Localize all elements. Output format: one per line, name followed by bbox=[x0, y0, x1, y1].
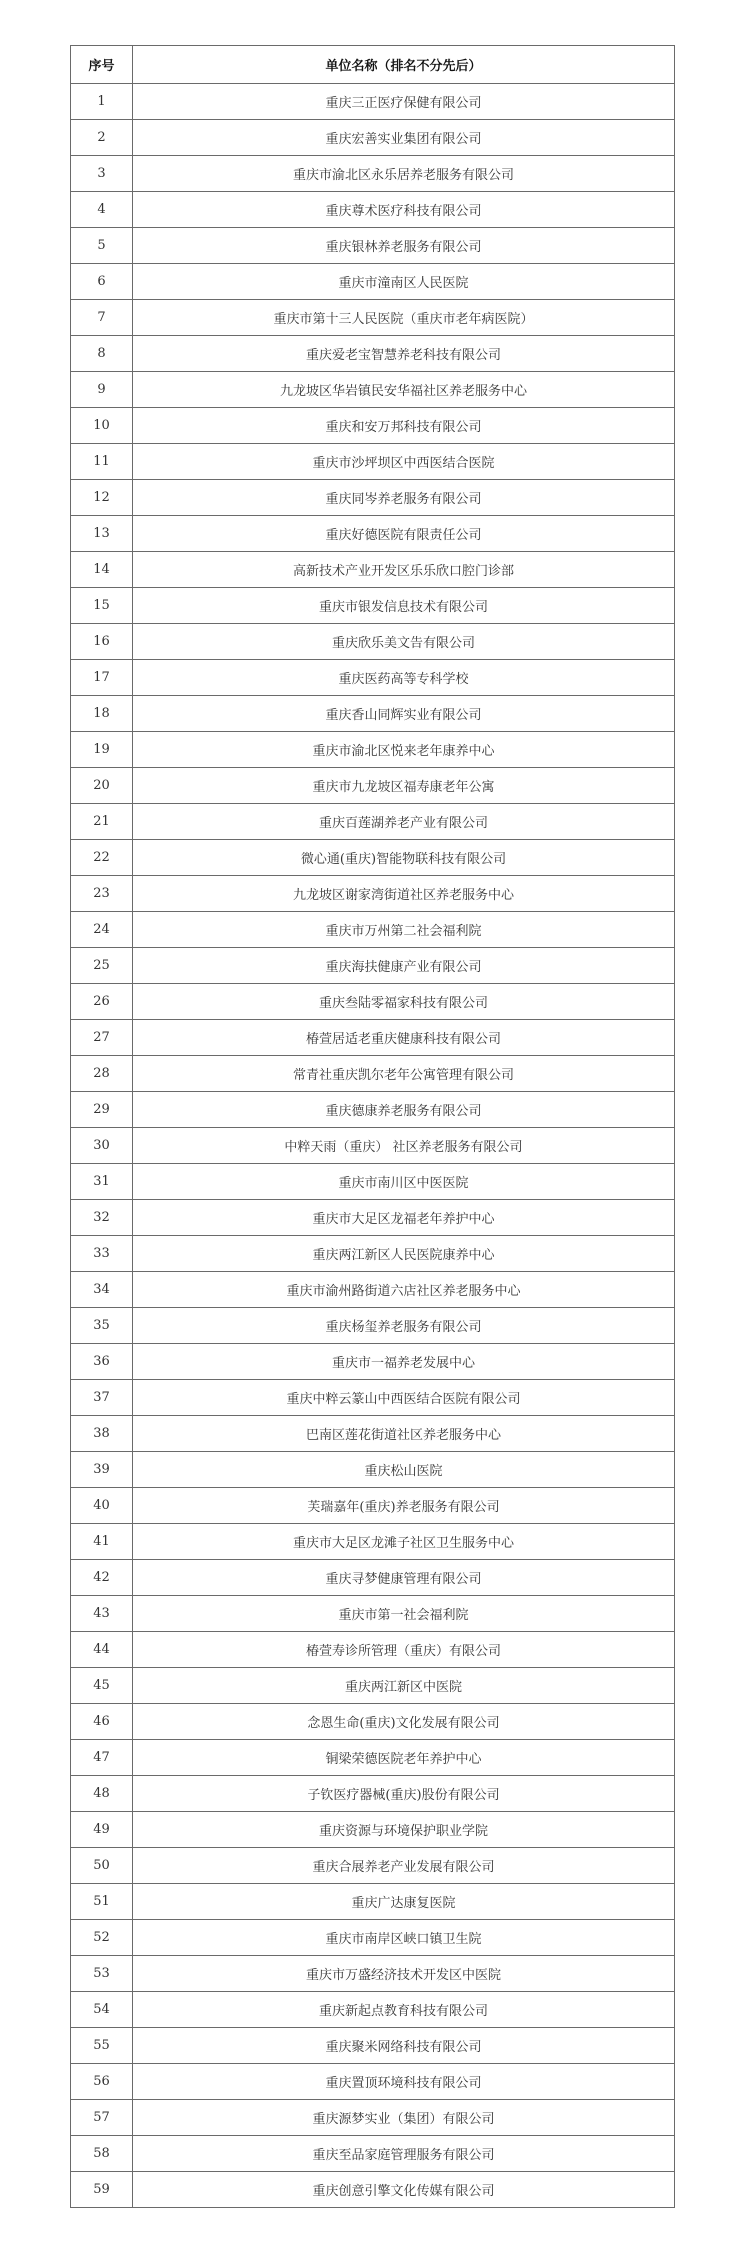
row-unit-name: 椿萱居适老重庆健康科技有限公司 bbox=[133, 1020, 675, 1056]
table-row bbox=[71, 696, 675, 732]
row-index: 52 bbox=[71, 1920, 133, 1956]
row-unit-name: 重庆新起点教育科技有限公司 bbox=[133, 1992, 675, 2028]
row-index: 37 bbox=[71, 1380, 133, 1416]
table-row bbox=[71, 2028, 675, 2064]
row-unit-name: 重庆创意引擎文化传媒有限公司 bbox=[133, 2172, 675, 2208]
row-index: 2 bbox=[71, 120, 133, 156]
row-index: 26 bbox=[71, 984, 133, 1020]
table-header bbox=[71, 46, 675, 84]
table-row bbox=[71, 480, 675, 516]
row-unit-name: 常青社重庆凯尔老年公寓管理有限公司 bbox=[133, 1056, 675, 1092]
table-row bbox=[71, 876, 675, 912]
row-index: 4 bbox=[71, 192, 133, 228]
table-row bbox=[71, 1200, 675, 1236]
row-index: 15 bbox=[71, 588, 133, 624]
table-row bbox=[71, 84, 675, 120]
header-row bbox=[71, 46, 675, 84]
row-unit-name: 重庆德康养老服务有限公司 bbox=[133, 1092, 675, 1128]
row-unit-name: 重庆广达康复医院 bbox=[133, 1884, 675, 1920]
row-index: 16 bbox=[71, 624, 133, 660]
row-unit-name: 巴南区莲花街道社区养老服务中心 bbox=[133, 1416, 675, 1452]
row-index: 45 bbox=[71, 1668, 133, 1704]
row-index: 40 bbox=[71, 1488, 133, 1524]
row-index: 17 bbox=[71, 660, 133, 696]
row-unit-name: 重庆和安万邦科技有限公司 bbox=[133, 408, 675, 444]
row-index: 59 bbox=[71, 2172, 133, 2208]
row-index: 54 bbox=[71, 1992, 133, 2028]
row-index: 53 bbox=[71, 1956, 133, 1992]
row-unit-name: 重庆银林养老服务有限公司 bbox=[133, 228, 675, 264]
row-index: 34 bbox=[71, 1272, 133, 1308]
row-unit-name: 铜梁荣德医院老年养护中心 bbox=[133, 1740, 675, 1776]
row-unit-name: 重庆置顶环境科技有限公司 bbox=[133, 2064, 675, 2100]
table-row bbox=[71, 768, 675, 804]
table-row bbox=[71, 624, 675, 660]
row-index: 41 bbox=[71, 1524, 133, 1560]
table-row bbox=[71, 2064, 675, 2100]
row-index: 19 bbox=[71, 732, 133, 768]
row-index: 3 bbox=[71, 156, 133, 192]
table-row bbox=[71, 408, 675, 444]
row-unit-name: 椿萱寿诊所管理（重庆）有限公司 bbox=[133, 1632, 675, 1668]
row-unit-name: 重庆合展养老产业发展有限公司 bbox=[133, 1848, 675, 1884]
row-unit-name: 重庆宏善实业集团有限公司 bbox=[133, 120, 675, 156]
table-row bbox=[71, 552, 675, 588]
table-row bbox=[71, 660, 675, 696]
row-index: 31 bbox=[71, 1164, 133, 1200]
table-row bbox=[71, 300, 675, 336]
row-unit-name: 重庆同岑养老服务有限公司 bbox=[133, 480, 675, 516]
row-index: 35 bbox=[71, 1308, 133, 1344]
row-index: 50 bbox=[71, 1848, 133, 1884]
row-unit-name: 重庆聚米网络科技有限公司 bbox=[133, 2028, 675, 2064]
table-row bbox=[71, 804, 675, 840]
row-unit-name: 重庆市万州第二社会福利院 bbox=[133, 912, 675, 948]
table-row bbox=[71, 516, 675, 552]
table-row bbox=[71, 1848, 675, 1884]
table-row bbox=[71, 2136, 675, 2172]
row-unit-name: 九龙坡区谢家湾街道社区养老服务中心 bbox=[133, 876, 675, 912]
row-index: 33 bbox=[71, 1236, 133, 1272]
row-index: 58 bbox=[71, 2136, 133, 2172]
row-index: 7 bbox=[71, 300, 133, 336]
row-index: 23 bbox=[71, 876, 133, 912]
table-row bbox=[71, 1236, 675, 1272]
row-unit-name: 重庆爱老宝智慧养老科技有限公司 bbox=[133, 336, 675, 372]
row-unit-name: 重庆市渝州路街道六店社区养老服务中心 bbox=[133, 1272, 675, 1308]
table-row bbox=[71, 2100, 675, 2136]
header-unit-name: 单位名称（排名不分先后） bbox=[133, 46, 675, 84]
row-unit-name: 重庆医药高等专科学校 bbox=[133, 660, 675, 696]
row-unit-name: 重庆叁陆零福家科技有限公司 bbox=[133, 984, 675, 1020]
row-unit-name: 重庆海扶健康产业有限公司 bbox=[133, 948, 675, 984]
row-unit-name: 重庆香山同辉实业有限公司 bbox=[133, 696, 675, 732]
table-row bbox=[71, 1632, 675, 1668]
table-row bbox=[71, 1956, 675, 1992]
row-unit-name: 重庆松山医院 bbox=[133, 1452, 675, 1488]
table-row bbox=[71, 444, 675, 480]
table-row bbox=[71, 1092, 675, 1128]
table-row bbox=[71, 912, 675, 948]
row-index: 27 bbox=[71, 1020, 133, 1056]
row-unit-name: 子钦医疗器械(重庆)股份有限公司 bbox=[133, 1776, 675, 1812]
row-unit-name: 念恩生命(重庆)文化发展有限公司 bbox=[133, 1704, 675, 1740]
row-index: 48 bbox=[71, 1776, 133, 1812]
row-unit-name: 重庆市万盛经济技术开发区中医院 bbox=[133, 1956, 675, 1992]
table-row bbox=[71, 948, 675, 984]
table-row bbox=[71, 588, 675, 624]
row-unit-name: 重庆中粹云篆山中西医结合医院有限公司 bbox=[133, 1380, 675, 1416]
row-index: 14 bbox=[71, 552, 133, 588]
table-row bbox=[71, 1776, 675, 1812]
row-unit-name: 重庆市大足区龙滩子社区卫生服务中心 bbox=[133, 1524, 675, 1560]
table-row bbox=[71, 120, 675, 156]
row-unit-name: 重庆市第一社会福利院 bbox=[133, 1596, 675, 1632]
row-index: 13 bbox=[71, 516, 133, 552]
units-table bbox=[70, 45, 675, 2208]
table-row bbox=[71, 1308, 675, 1344]
row-index: 51 bbox=[71, 1884, 133, 1920]
row-index: 32 bbox=[71, 1200, 133, 1236]
row-unit-name: 重庆杨玺养老服务有限公司 bbox=[133, 1308, 675, 1344]
row-unit-name: 重庆百莲湖养老产业有限公司 bbox=[133, 804, 675, 840]
row-unit-name: 重庆市潼南区人民医院 bbox=[133, 264, 675, 300]
table-row bbox=[71, 1812, 675, 1848]
row-index: 36 bbox=[71, 1344, 133, 1380]
row-unit-name: 高新技术产业开发区乐乐欣口腔门诊部 bbox=[133, 552, 675, 588]
row-unit-name: 重庆市沙坪坝区中西医结合医院 bbox=[133, 444, 675, 480]
row-index: 21 bbox=[71, 804, 133, 840]
row-index: 24 bbox=[71, 912, 133, 948]
row-index: 39 bbox=[71, 1452, 133, 1488]
row-index: 46 bbox=[71, 1704, 133, 1740]
row-unit-name: 重庆市南岸区峡口镇卫生院 bbox=[133, 1920, 675, 1956]
table-row bbox=[71, 1920, 675, 1956]
row-unit-name: 微心通(重庆)智能物联科技有限公司 bbox=[133, 840, 675, 876]
row-unit-name: 重庆尊术医疗科技有限公司 bbox=[133, 192, 675, 228]
table-row bbox=[71, 2172, 675, 2208]
row-index: 9 bbox=[71, 372, 133, 408]
row-index: 47 bbox=[71, 1740, 133, 1776]
table-row bbox=[71, 840, 675, 876]
row-unit-name: 重庆资源与环境保护职业学院 bbox=[133, 1812, 675, 1848]
row-index: 5 bbox=[71, 228, 133, 264]
row-unit-name: 重庆寻梦健康管理有限公司 bbox=[133, 1560, 675, 1596]
row-unit-name: 重庆两江新区中医院 bbox=[133, 1668, 675, 1704]
table-body bbox=[71, 84, 675, 2208]
row-index: 55 bbox=[71, 2028, 133, 2064]
row-index: 18 bbox=[71, 696, 133, 732]
table-row bbox=[71, 1164, 675, 1200]
table-row bbox=[71, 1416, 675, 1452]
row-unit-name: 重庆源梦实业（集团）有限公司 bbox=[133, 2100, 675, 2136]
units-list-sheet bbox=[70, 45, 674, 2208]
row-index: 6 bbox=[71, 264, 133, 300]
row-index: 10 bbox=[71, 408, 133, 444]
row-unit-name: 重庆市渝北区悦来老年康养中心 bbox=[133, 732, 675, 768]
table-row bbox=[71, 1056, 675, 1092]
row-index: 30 bbox=[71, 1128, 133, 1164]
row-index: 11 bbox=[71, 444, 133, 480]
row-unit-name: 重庆好德医院有限责任公司 bbox=[133, 516, 675, 552]
row-unit-name: 中粹天雨（重庆） 社区养老服务有限公司 bbox=[133, 1128, 675, 1164]
row-unit-name: 重庆至品家庭管理服务有限公司 bbox=[133, 2136, 675, 2172]
row-index: 12 bbox=[71, 480, 133, 516]
table-row bbox=[71, 1128, 675, 1164]
table-row bbox=[71, 984, 675, 1020]
table-row bbox=[71, 732, 675, 768]
table-row bbox=[71, 1596, 675, 1632]
row-index: 49 bbox=[71, 1812, 133, 1848]
row-unit-name: 重庆市第十三人民医院（重庆市老年病医院） bbox=[133, 300, 675, 336]
row-index: 42 bbox=[71, 1560, 133, 1596]
row-unit-name: 重庆市银发信息技术有限公司 bbox=[133, 588, 675, 624]
row-unit-name: 重庆市南川区中医医院 bbox=[133, 1164, 675, 1200]
table-row bbox=[71, 1272, 675, 1308]
table-row bbox=[71, 1488, 675, 1524]
table-row bbox=[71, 1884, 675, 1920]
row-unit-name: 重庆欣乐美文告有限公司 bbox=[133, 624, 675, 660]
row-index: 1 bbox=[71, 84, 133, 120]
header-index: 序号 bbox=[71, 46, 133, 84]
row-index: 43 bbox=[71, 1596, 133, 1632]
row-unit-name: 重庆两江新区人民医院康养中心 bbox=[133, 1236, 675, 1272]
table-row bbox=[71, 336, 675, 372]
row-index: 22 bbox=[71, 840, 133, 876]
row-unit-name: 九龙坡区华岩镇民安华福社区养老服务中心 bbox=[133, 372, 675, 408]
row-unit-name: 芙瑞嘉年(重庆)养老服务有限公司 bbox=[133, 1488, 675, 1524]
table-row bbox=[71, 264, 675, 300]
row-index: 20 bbox=[71, 768, 133, 804]
row-index: 44 bbox=[71, 1632, 133, 1668]
row-unit-name: 重庆市一福养老发展中心 bbox=[133, 1344, 675, 1380]
row-index: 56 bbox=[71, 2064, 133, 2100]
table-row bbox=[71, 372, 675, 408]
row-unit-name: 重庆市大足区龙福老年养护中心 bbox=[133, 1200, 675, 1236]
table-row bbox=[71, 1992, 675, 2028]
row-index: 29 bbox=[71, 1092, 133, 1128]
table-row bbox=[71, 192, 675, 228]
table-row bbox=[71, 1668, 675, 1704]
row-index: 8 bbox=[71, 336, 133, 372]
table-row bbox=[71, 1380, 675, 1416]
table-row bbox=[71, 1704, 675, 1740]
table-row bbox=[71, 1344, 675, 1380]
table-row bbox=[71, 1740, 675, 1776]
row-unit-name: 重庆市九龙坡区福寿康老年公寓 bbox=[133, 768, 675, 804]
table-row bbox=[71, 156, 675, 192]
table-row bbox=[71, 1452, 675, 1488]
table-row bbox=[71, 1524, 675, 1560]
row-unit-name: 重庆市渝北区永乐居养老服务有限公司 bbox=[133, 156, 675, 192]
table-row bbox=[71, 1020, 675, 1056]
table-row bbox=[71, 1560, 675, 1596]
row-index: 38 bbox=[71, 1416, 133, 1452]
row-index: 25 bbox=[71, 948, 133, 984]
row-unit-name: 重庆三正医疗保健有限公司 bbox=[133, 84, 675, 120]
row-index: 57 bbox=[71, 2100, 133, 2136]
row-index: 28 bbox=[71, 1056, 133, 1092]
table-row bbox=[71, 228, 675, 264]
